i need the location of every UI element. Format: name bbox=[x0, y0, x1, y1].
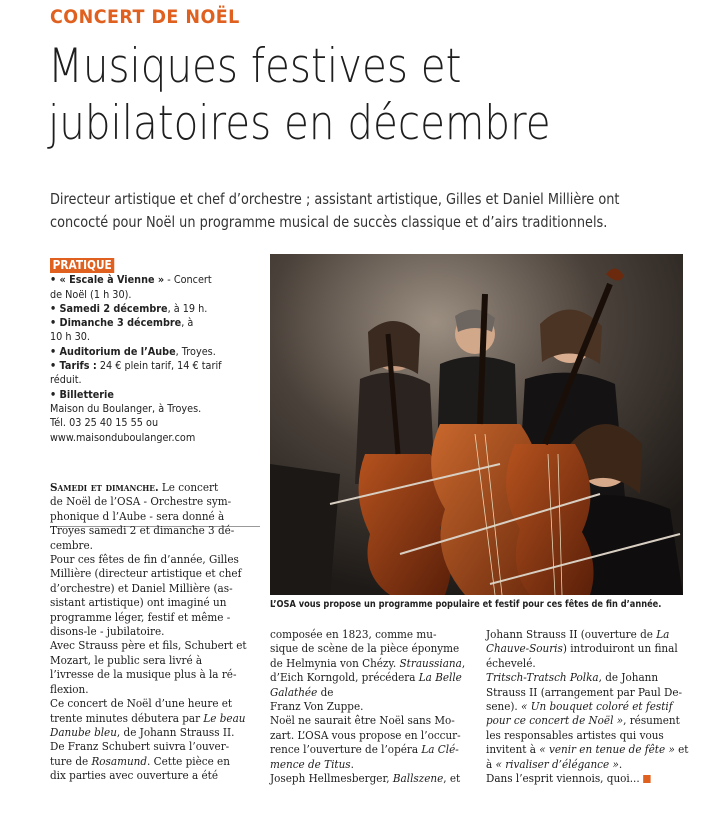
info-line: • « Escale à Vienne » - Concert bbox=[50, 273, 212, 287]
info-box bbox=[50, 258, 265, 445]
info-line: • Tarifs : 24 € plein tarif, 14 € tarif bbox=[50, 359, 222, 373]
info-tag: PRATIQUE bbox=[50, 258, 114, 273]
info-line: 10 h 30. bbox=[50, 330, 91, 344]
info-line: • Auditorium de l’Aube, Troyes. bbox=[50, 344, 216, 358]
standfirst-line: concocté pour Noël un programme musical de succès classique et d’airs traditionnels. bbox=[50, 213, 608, 231]
info-line: Tél. 03 25 40 15 55 ou bbox=[50, 416, 159, 430]
standfirst-line: Directeur artistique et chef d’orchestre ; assistant artistique, Gilles et Daniel Millière ont bbox=[50, 190, 620, 208]
info-line: • Samedi 2 décembre, à 19 h. bbox=[50, 301, 208, 315]
headline-line: jubilatoires en décembre bbox=[48, 96, 551, 151]
article-column-2: composée en 1823, comme mu- sique de scène de la pièce éponyme de Helmynia von Chézy. Straussiana, d’Eich Korngold, précédera La Belle Galathée de Franz Von Zuppe. Noël ne saurait être Noël sans Mo- zart. L’OSA vous propose en l’occur- rence l’ouverture de l’opéra La Clé- mence de Titus. Joseph Hellmesberger, Ballszene, et bbox=[270, 628, 466, 786]
headline-line: Musiques festives et bbox=[48, 39, 462, 94]
article-column-1: Samedi et dimanche. Le concert de Noël de l’OSA - Orchestre sym- phonique d l’Aube - sera donné à Troyes samedi 2 et dimanche 3 dé- cembre. Pour ces fêtes de fin d’année, Gilles Millière (directeur artistique et chef d’orchestre) et Daniel Millière (as- sistant artistique) ont imaginé un programme léger, festif et même - disons-le - jubilatoire. Avec Strauss père et fils, Schubert et Mozart, le public sera livré à l’ivresse de la musique plus à la ré- flexion. Ce concert de Noël d’une heure et trente minutes débutera par Le beau Danube bleu, de Johann Strauss II. De Franz Schubert suivra l’ouver- ture de Rosamund. Cette pièce en dix parties avec ouverture a été bbox=[50, 480, 247, 783]
cellists-illustration bbox=[270, 254, 683, 595]
info-line: de Noël (1 h 30). bbox=[50, 287, 132, 301]
photo-caption: L’OSA vous propose un programme populaire et festif pour ces fêtes de fin d’année. bbox=[270, 599, 662, 610]
end-of-article-mark bbox=[643, 775, 650, 783]
article-column-3: Johann Strauss II (ouverture de La Chauve-Souris) introduiront un final échevelé. Tritsch-Tratsch Polka, de Johann Strauss II (arrangement par Paul De- sene). « Un bouquet coloré et festif pour ce concert de Noël », résument les responsables artistes qui vous invitent à « venir en tenue de fête » et à « rivaliser d’élégance ». Dans l’esprit viennois, quoi... bbox=[486, 628, 689, 786]
info-line: Maison du Boulanger, à Troyes. bbox=[50, 401, 202, 415]
section-kicker: CONCERT DE NOËL bbox=[50, 6, 240, 28]
info-line: www.maisonduboulanger.com bbox=[50, 430, 196, 444]
info-line: • Billetterie bbox=[50, 387, 114, 401]
orchestra-photo bbox=[270, 254, 683, 595]
headline bbox=[48, 38, 607, 152]
info-line: réduit. bbox=[50, 373, 82, 387]
lead-in: Samedi et dimanche. bbox=[50, 480, 159, 494]
standfirst bbox=[50, 188, 652, 234]
info-line: • Dimanche 3 décembre, à bbox=[50, 316, 194, 330]
